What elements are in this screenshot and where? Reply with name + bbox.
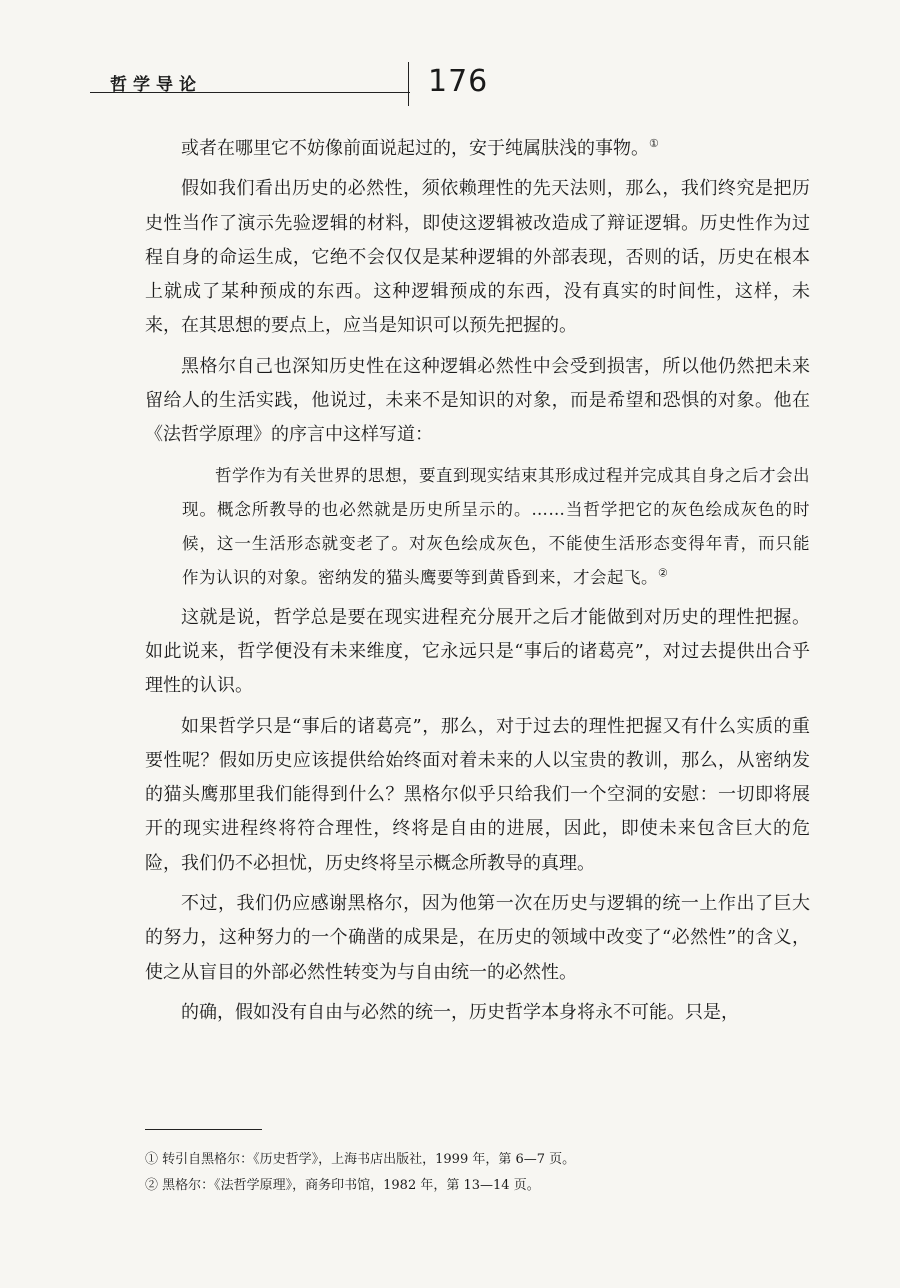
footnote-ref-1: ① [649, 137, 659, 150]
header-separator [408, 62, 409, 106]
paragraph-6: 不过，我们仍应感谢黑格尔，因为他第一次在历史与逻辑的统一上作出了巨大的努力，这种努力的一个确凿的成果是，在历史的领域中改变了“必然性”的含义，使之从盲目的外部必然性转变为与自由统一的必然性。 [145, 893, 810, 983]
paragraph-4: 这就是说，哲学总是要在现实进程充分展开之后才能做到对历史的理性把握。如此说来，哲学便没有未来维度，它永远只是“事后的诸葛亮”，对过去提供出合乎理性的认识。 [145, 606, 810, 697]
body-text [145, 132, 810, 1030]
footnotes [145, 1147, 805, 1199]
paragraph-1-text: 或者在哪里它不妨像前面说起过的，安于纯属肤浅的事物。 [181, 138, 649, 159]
paragraph-5: 如果哲学只是“事后的诸葛亮”，那么，对于过去的理性把握又有什么实质的重要性呢？假如历史应该提供给始终面对着未来的人以宝贵的教训，那么，从密纳发的猫头鹰那里我们能得到什么？黑格尔似乎只给我们一个空洞的安慰：一切即将展开的现实进程终将符合理性，终将是自由的进展，因此，即使未来包含巨大的危险，我们仍不必担忧，历史终将呈示概念所教导的真理。 [145, 715, 810, 874]
paragraph-1 [145, 132, 810, 166]
block-quote-text: 哲学作为有关世界的思想，要直到现实结束其形成过程并完成其自身之后才会出现。概念所教导的也必然就是历史所呈示的。……当哲学把它的灰色绘成灰色的时候，这一生活形态就变老了。对灰色绘成灰色，不能使生活形态变得年青，而只能作为认识的对象。密纳发的猫头鹰要等到黄昏到来，才会起飞。 [182, 465, 810, 587]
paragraph-7: 的确，假如没有自由与必然的统一，历史哲学本身将永不可能。只是， [181, 1001, 739, 1023]
paragraph-3: 黑格尔自己也深知历史性在这种逻辑必然性中会受到损害，所以他仍然把未来留给人的生活实践，他说过，未来不是知识的对象，而是希望和恐惧的对象。他在《法哲学原理》的序言中这样写道： [145, 355, 810, 446]
footnote-2: ② 黑格尔：《法哲学原理》，商务印书馆，1982 年，第 13—14 页。 [145, 1178, 540, 1193]
footnote-rule [145, 1129, 262, 1130]
footnote-1: ① 转引自黑格尔：《历史哲学》，上海书店出版社，1999 年，第 6—7 页。 [145, 1152, 576, 1167]
header-rule [90, 92, 410, 93]
paragraph-2: 假如我们看出历史的必然性，须依赖理性的先天法则，那么，我们终究是把历史性当作了演示先验逻辑的材料，即使这逻辑被改造成了辩证逻辑。历史性作为过程自身的命运生成，它绝不会仅仅是某种逻辑的外部表现，否则的话，历史在根本上就成了某种预成的东西。这种逻辑预成的东西，没有真实的时间性，这样，未来，在其思想的要点上，应当是知识可以预先把握的。 [145, 178, 810, 337]
footnote-ref-2: ② [658, 566, 669, 580]
running-title: 哲学导论 [110, 75, 202, 95]
page-header [90, 62, 810, 106]
block-quote [145, 459, 810, 595]
page-number: 176 [428, 64, 489, 99]
